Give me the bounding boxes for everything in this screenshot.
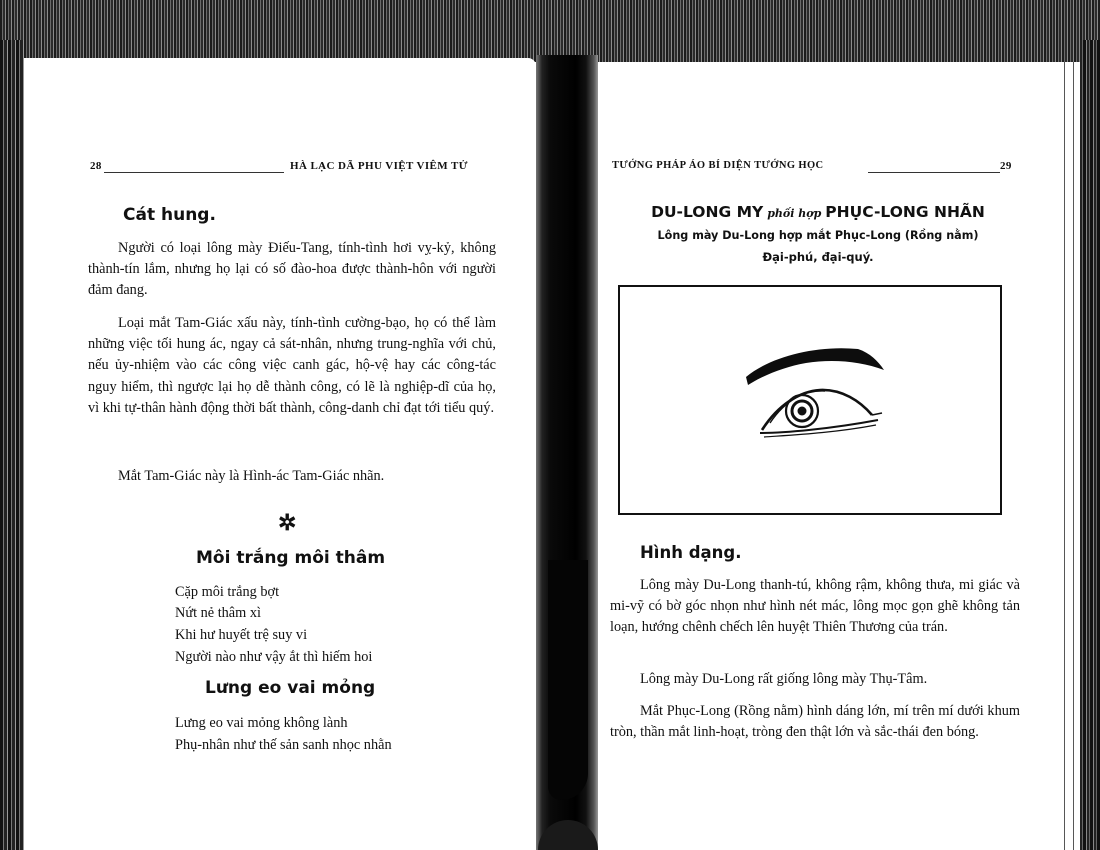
poem-line: Lưng eo vai mỏng không lành [175,715,348,731]
poem-line: Phụ-nhân như thế sản sanh nhọc nhằn [175,737,392,753]
poem-line: Khi hư huyết trệ suy vi [175,627,308,643]
poem-title: Lưng eo vai mỏng [205,678,376,698]
left-header-rule [104,172,284,173]
poem-title: Môi trắng môi thâm [196,548,386,568]
paragraph: Mắt Tam-Giác này là Hình-ác Tam-Giác nhãn. [118,468,385,484]
left-page-number: 28 [90,160,102,172]
article-title [624,203,1012,222]
paragraph: Mắt Phục-Long (Rồng nằm) hình dáng lớn, mí trên mí dưới khum tròn, thần mắt linh-hoạt, tròng đen thật lớn và sắc-thái đen bóng. [610,703,1020,741]
poem-line: Người nào như vậy ắt thì hiếm hoi [175,649,373,665]
section-heading-cat-hung: Cát hung. [123,205,216,225]
poem-line: Nứt nẻ thâm xì [175,605,261,621]
paragraph: Loại mắt Tam-Giác xấu này, tính-tình cường-bạo, họ có thể làm những việc tối hung ác, ngay cả sát-nhân, nhưng trung-nghĩa với chủ, nếu ủy-nhiệm vào các công việc canh gác, hộ-vệ hay các công-tác nguy hiểm, thì ngược lại họ dễ thành công, có lẽ là nghiệp-dĩ của họ, vì khi tự-thân hành động thời bất thành, công-danh chỉ đạt tới tiểu quý. [88,315,496,416]
article-subtitle-2: Đại-phú, đại-quý. [762,250,874,264]
paragraph: Lông mày Du-Long thanh-tú, không rậm, không thưa, mi giác và mi-vỹ có bờ góc nhọn như hình nét mác, lông mọc gọn ghẽ không tản loạn, hướng chênh chếch lên huyệt Thiên Thương của trán. [610,577,1020,636]
left-running-title: HÀ LẠC DÃ PHU VIỆT VIÊM TỬ [290,160,468,172]
eye-illustration-frame [618,285,1002,515]
book-spine-shadow [548,560,588,800]
paragraph: Lông mày Du-Long rất giống lông mày Thụ-Tâm. [640,671,928,687]
eyebrow-eye-drawing [620,287,1000,513]
right-header-rule [868,172,1000,173]
divider-star: ✲ [278,510,297,535]
scan-edge-right [1080,40,1100,850]
title-connector: phối hợp [767,207,822,220]
section-heading-hinh-dang: Hình dạng. [640,543,742,562]
poem-line: Cặp môi trắng bợt [175,584,280,600]
right-running-title: TƯỚNG PHÁP ÁO BÍ DIỆN TƯỚNG HỌC [612,160,824,171]
article-subtitle: Lông mày Du-Long hợp mắt Phục-Long (Rồng nằm) [657,229,979,242]
scan-edge-top [0,0,1100,62]
scan-edge-left [0,40,24,850]
paragraph: Người có loại lông mày Điếu-Tang, tính-tình hơi vỵ-kỷ, không thành-tín lắm, nhưng họ lại có số đào-hoa được thành-hôn với người đảm đang. [88,240,496,299]
title-part-a: DU-LONG MY [651,203,764,221]
title-part-b: PHỤC-LONG NHÃN [825,203,985,221]
scan-stripes-right [1060,62,1080,850]
right-page-number: 29 [1000,160,1012,172]
